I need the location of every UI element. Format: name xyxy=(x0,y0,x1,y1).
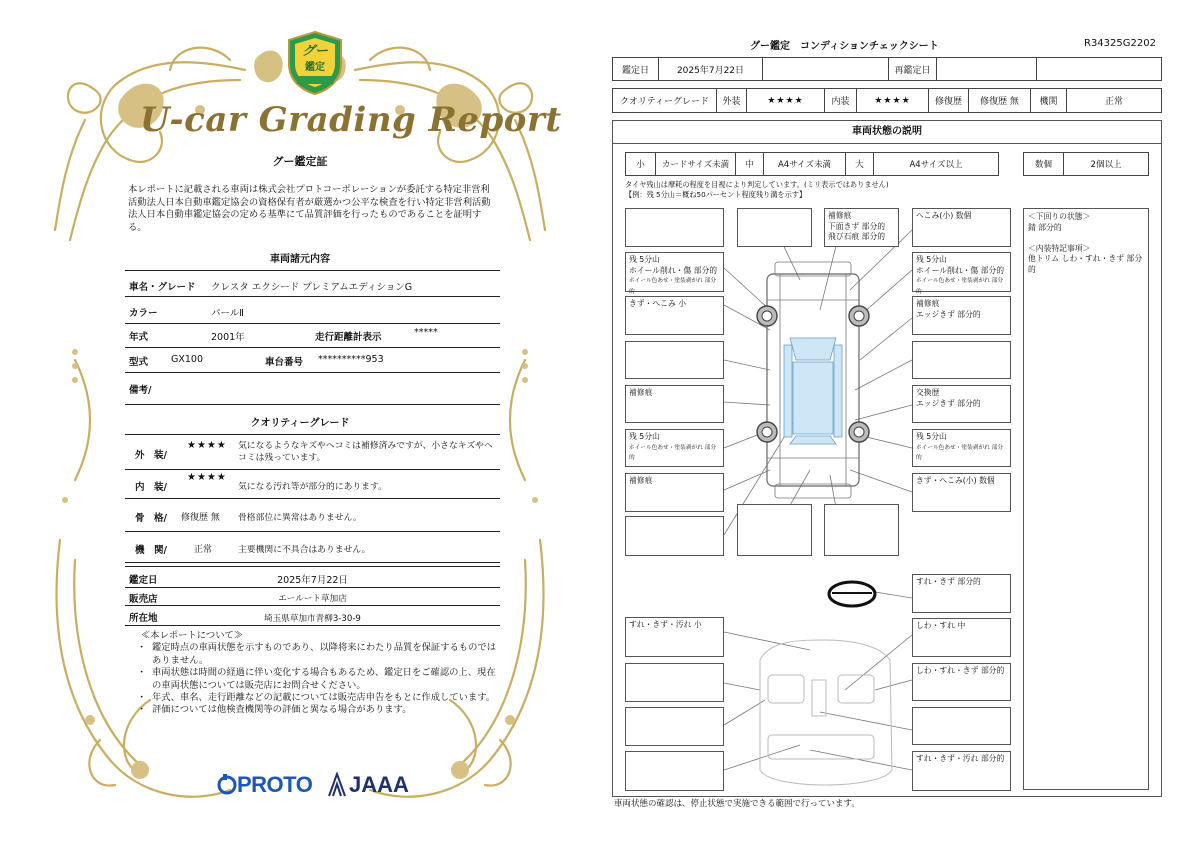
proto-logo-text: PROTO xyxy=(237,772,313,797)
sheet-code: R34325G2202 xyxy=(1084,38,1156,49)
note-box-interior-right-3 xyxy=(912,707,1011,745)
sheet-footer: 車両状態の確認は、停止状態で実施できる範囲で行っています。 xyxy=(614,799,860,809)
rr-tyre-text: 残 5分山 xyxy=(916,432,947,441)
repair-value: 修復歴 無 xyxy=(969,89,1031,113)
tyre-note-1: タイヤ残山は摩耗の程度を目視により判定しています。(ミリ表示ではありません) xyxy=(625,180,889,189)
dealer-row xyxy=(125,588,500,606)
cert-title: グー鑑定証 xyxy=(272,155,328,168)
note-box-left-rear: 補修痕 xyxy=(625,473,724,512)
spec-row-name xyxy=(125,270,500,297)
engine-value: 正常 xyxy=(1067,89,1162,113)
note-box-left-fender: きず・へこみ 小 xyxy=(625,296,724,335)
note-item: ・ 年式、車名、走行距離などの記載については販売店申告をもとに作成しています。 xyxy=(125,692,500,704)
dealer-value: エールート草加店 xyxy=(278,594,347,604)
appraisal-date-value: 2025年7月22日 xyxy=(277,575,348,586)
legend-large: 大 xyxy=(846,153,874,176)
grade-row-exterior xyxy=(125,434,500,470)
date-label: 鑑定日 xyxy=(613,58,659,81)
note-box-front-left-corner xyxy=(625,208,724,247)
note-box-front-center: 補修痕 下面きず 部分的 飛び石痕 部分的 xyxy=(824,208,899,247)
legend-large-desc: A4サイズ以上 xyxy=(874,153,999,176)
int-label: 内装 xyxy=(825,89,857,113)
repair-label: 修復歴 xyxy=(929,89,969,113)
note-box-rear-left-corner xyxy=(625,516,724,556)
fr-tyre-text: 残 5分山 ホイール削れ・傷 部分的 xyxy=(916,255,1005,275)
sheet-title: グー鑑定 コンディションチェックシート xyxy=(750,41,939,52)
grade-row-frame xyxy=(125,499,500,532)
side-notes: ＜下回りの状態＞ 錆 部分的 ＜内装特記事項＞ 他トリム しわ・すれ・きず 部分的 xyxy=(1023,208,1149,790)
chassis-label: 車台番号 xyxy=(265,357,304,368)
spec-row-color xyxy=(125,297,500,324)
grade-value: ★★★★ xyxy=(187,472,227,483)
rl-tyre-text: 残 5分山 xyxy=(629,432,660,441)
note-box-rear-left xyxy=(737,504,812,556)
legend-small-desc: カードサイズ未満 xyxy=(656,153,736,176)
grade-label: 機 関/ xyxy=(135,545,167,556)
grade-row-engine xyxy=(125,532,500,563)
note-box-fl-tyre xyxy=(625,252,724,295)
date-value: 2025年7月22日 xyxy=(659,58,763,81)
note-box-interior-right-4: すれ・きず・汚れ 部分的 xyxy=(912,751,1011,791)
name-label: 車名・グレード xyxy=(129,282,196,293)
legend-count-desc: 2個以上 xyxy=(1064,153,1149,176)
note-box-left-front-door xyxy=(625,341,724,379)
chassis-value: **********953 xyxy=(318,354,384,365)
color-label: カラー xyxy=(129,308,158,319)
fr-tyre-sub: ホイール色あせ・塗装剥がれ 部分的 xyxy=(916,278,1004,295)
cert-body: 本レポートに記載される車両は株式会社プロトコーポレーションが委託する特定非営利活動法人日本自動車鑑定協会の資格保有者が厳選かつ公平な検査を行い特定非営利活動法人日本自動車鑑定協会の定める基準にて品質評価を行ったものであることを証明する。 xyxy=(128,184,491,233)
int-value: ★★★★ xyxy=(857,89,929,113)
note-box-rear-center xyxy=(824,504,899,556)
proto-logo-icon xyxy=(217,774,237,796)
note-box-right-rear: きず・へこみ(小) 数個 xyxy=(912,473,1011,512)
spec-row-year xyxy=(125,324,500,348)
note-box-interior-left-3 xyxy=(625,707,724,746)
note-box-fr-tyre xyxy=(912,252,1011,295)
report-title: U-car Grading Report xyxy=(140,100,562,140)
report-notes xyxy=(125,630,500,717)
model-value: GX100 xyxy=(171,354,204,365)
grade-comment: 主要機関に不具合はありません。 xyxy=(238,545,371,555)
grade-value: 正常 xyxy=(194,545,213,555)
location-value: 埼玉県草加市青柳3-30-9 xyxy=(264,614,361,624)
specs-title: 車両諸元内容 xyxy=(270,254,330,265)
note-box-interior-left-1: すれ・きず・汚れ 小 xyxy=(625,617,724,657)
logo-area xyxy=(215,768,415,802)
year-label: 年式 xyxy=(129,332,149,343)
note-box-right-rear-door: 交換歴 エッジきず 部分的 xyxy=(912,385,1011,423)
legend-mid-desc: A4サイズ未満 xyxy=(764,153,846,176)
grade-label: 内 装/ xyxy=(135,482,167,493)
note-box-right-front-door xyxy=(912,341,1011,379)
condition-check-sheet xyxy=(600,0,1200,848)
note-item: ・ 車両状態は時間の経過に伴い変化する場合もあるため、鑑定日をご確認の上、現在の車両状態については販売店にお問合せください。 xyxy=(125,667,500,692)
note-box-rl-tyre xyxy=(625,429,724,467)
note-box-rr-tyre xyxy=(912,429,1011,467)
note-box-left-rear-door: 補修痕 xyxy=(625,385,724,423)
year-value: 2001年 xyxy=(211,332,245,343)
grade-value: ★★★★ xyxy=(187,440,227,451)
note-box-front-left xyxy=(737,208,812,247)
location-row xyxy=(125,606,500,626)
note-box-interior-left-2 xyxy=(625,663,724,702)
note-item: ・ 鑑定時点の車両状態を示すものであり、以降将来にわたり品質を保証するものではありません。 xyxy=(125,642,500,667)
grade-title: クオリティーグレード xyxy=(250,418,350,429)
note-box-front-right-corner: へこみ(小) 数個 xyxy=(912,208,1011,247)
fl-tyre-text: 残 5分山 ホイール削れ・傷 部分的 xyxy=(629,255,718,275)
location-label: 所在地 xyxy=(129,613,158,624)
grade-comment: 気になる汚れ等が部分的にあります。 xyxy=(238,482,387,492)
note-box-interior-right-2: しわ・すれ・きず 部分的 xyxy=(912,663,1011,701)
grade-comment: 気になるようなキズやヘコミは補修済みですが、小さなキズやヘコミは残っています。 xyxy=(238,441,493,463)
rl-tyre-sub: ホイール色あせ・塗装剥がれ 部分的 xyxy=(629,444,717,461)
engine-label: 機関 xyxy=(1031,89,1067,113)
spec-row-model xyxy=(125,348,500,373)
legend-small: 小 xyxy=(626,153,656,176)
tyre-note-2: 【例：残 5分山＝概ね50パーセント程度残り溝を示す】 xyxy=(625,190,807,199)
legend-mid: 中 xyxy=(736,153,764,176)
grade-label: 外 装/ xyxy=(135,450,167,461)
jaaa-logo-icon xyxy=(327,772,347,798)
rr-tyre-sub: ホイール色あせ・塗装剥がれ 部分的 xyxy=(916,444,1004,461)
grade-value: 修復歴 無 xyxy=(181,513,220,523)
ext-value: ★★★★ xyxy=(747,89,825,113)
grade-row-interior xyxy=(125,470,500,499)
notes-title: ≪本レポートについて≫ xyxy=(141,630,244,641)
ext-label: 外装 xyxy=(717,89,747,113)
grade-comment: 骨格部位に異常はありません。 xyxy=(238,513,362,523)
appraisal-date-row xyxy=(125,566,500,588)
badge-text-top: グー xyxy=(301,44,328,59)
section-title: 車両状態の説明 xyxy=(612,120,1162,144)
note-box-right-fender: 補修痕 エッジきず 部分的 xyxy=(912,296,1011,335)
redate-label: 再鑑定日 xyxy=(889,58,937,81)
note-item: ・ 評価については他検査機関等の評価と異なる場合があります。 xyxy=(125,704,500,716)
note-box-interior-right-1: しわ・すれ 中 xyxy=(912,618,1011,657)
quality-label: クオリティーグレード xyxy=(613,89,717,113)
jaaa-logo-text: JAAA xyxy=(349,772,409,797)
mileage-value: ***** xyxy=(414,327,438,338)
note-box-interior-left-4 xyxy=(625,751,724,791)
legend-count: 数個 xyxy=(1024,153,1064,176)
dealer-label: 販売店 xyxy=(129,594,158,605)
spec-row-remarks xyxy=(125,373,500,405)
color-value: パールⅡ xyxy=(211,308,244,319)
note-box-steering: すれ・きず 部分的 xyxy=(912,574,1011,613)
model-label: 型式 xyxy=(129,357,149,368)
badge-text-bottom: 鑑定 xyxy=(305,62,325,73)
grade-label: 骨 格/ xyxy=(135,513,167,524)
fl-tyre-sub: ホイール色あせ・塗装剥がれ 部分的 xyxy=(629,278,717,295)
remarks-label: 備考/ xyxy=(129,385,152,396)
name-value: クレスタ エクシード プレミアムエディションG xyxy=(211,282,413,293)
mileage-label: 走行距離計表示 xyxy=(315,332,382,343)
appraisal-date-label: 鑑定日 xyxy=(129,575,158,586)
